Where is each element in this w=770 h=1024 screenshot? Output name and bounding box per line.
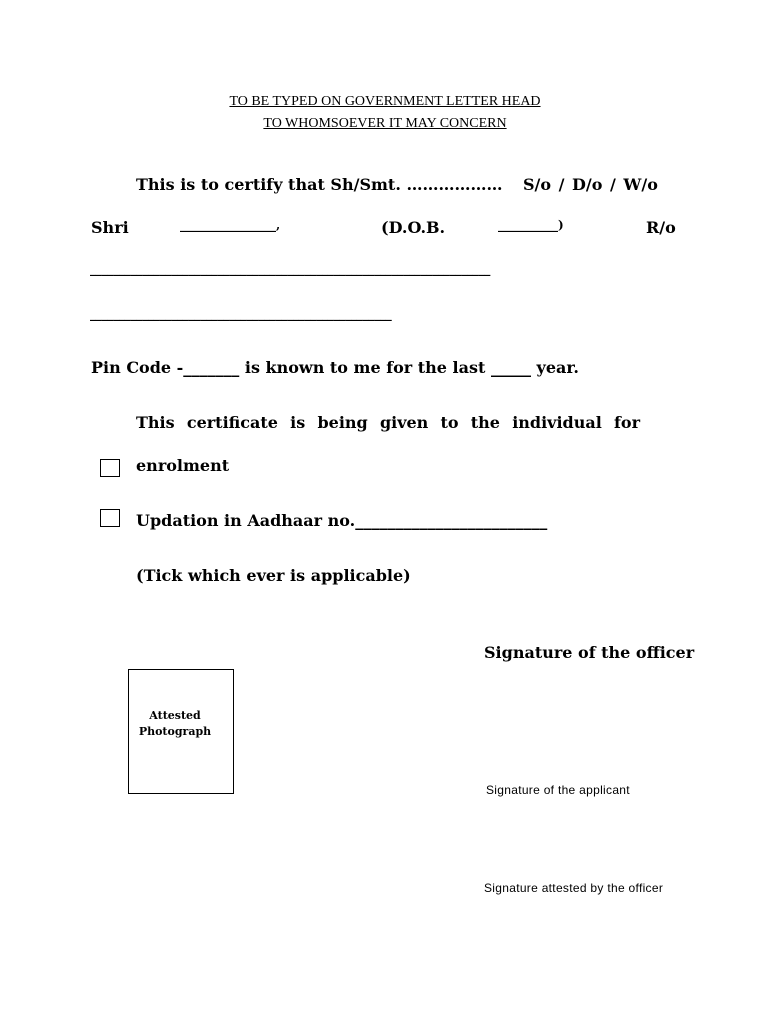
father-name-blank[interactable]: ________________, bbox=[180, 218, 281, 232]
letterhead-instruction: TO BE TYPED ON GOVERNMENT LETTER HEAD bbox=[229, 94, 541, 109]
certify-statement bbox=[136, 175, 502, 195]
photo-label-line1: Attested bbox=[149, 709, 201, 722]
attested-photograph-box[interactable] bbox=[128, 669, 234, 794]
update-label: Updation in Aadhaar no.________________________ bbox=[136, 511, 548, 530]
purpose-word: This bbox=[136, 413, 175, 432]
pin-code-statement: Pin Code -_______ is known to me for the last _____ year. bbox=[91, 358, 579, 377]
shri-label: Shri bbox=[91, 218, 129, 237]
applicant-signature-label: Signature of the applicant bbox=[486, 783, 630, 797]
enrolment-checkbox[interactable] bbox=[100, 459, 120, 477]
resident-label: R/o bbox=[646, 218, 676, 237]
purpose-word: certificate bbox=[186, 413, 278, 432]
address-line-2[interactable]: ____________________________________________________ bbox=[90, 307, 392, 321]
dob-label: (D.O.B. bbox=[381, 218, 446, 237]
certify-prefix: This is to certify that Sh/Smt. bbox=[136, 175, 407, 194]
dob-blank[interactable]: __________) bbox=[498, 218, 564, 232]
document-title: TO WHOMSOEVER IT MAY CONCERN bbox=[263, 116, 507, 131]
officer-signature-label: Signature of the officer bbox=[484, 643, 695, 662]
attested-signature-label: Signature attested by the officer bbox=[484, 881, 664, 895]
purpose-word: is bbox=[290, 413, 306, 432]
name-dots[interactable]: ……………… bbox=[406, 175, 503, 194]
tick-instruction: (Tick which ever is applicable) bbox=[136, 566, 411, 585]
purpose-statement bbox=[136, 413, 640, 433]
purpose-word: for bbox=[614, 413, 640, 432]
purpose-word: being bbox=[317, 413, 368, 432]
purpose-word: individual bbox=[512, 413, 602, 432]
update-checkbox[interactable] bbox=[100, 509, 120, 527]
purpose-word: to bbox=[440, 413, 459, 432]
purpose-word: the bbox=[470, 413, 500, 432]
relation-options: S/o / D/o / W/o bbox=[523, 175, 658, 194]
photo-label-line2: Photograph bbox=[138, 725, 212, 738]
address-line-1[interactable]: _____________________________________________________________________ bbox=[90, 262, 491, 276]
enrolment-label: enrolment bbox=[136, 456, 230, 475]
purpose-word: given bbox=[379, 413, 429, 432]
